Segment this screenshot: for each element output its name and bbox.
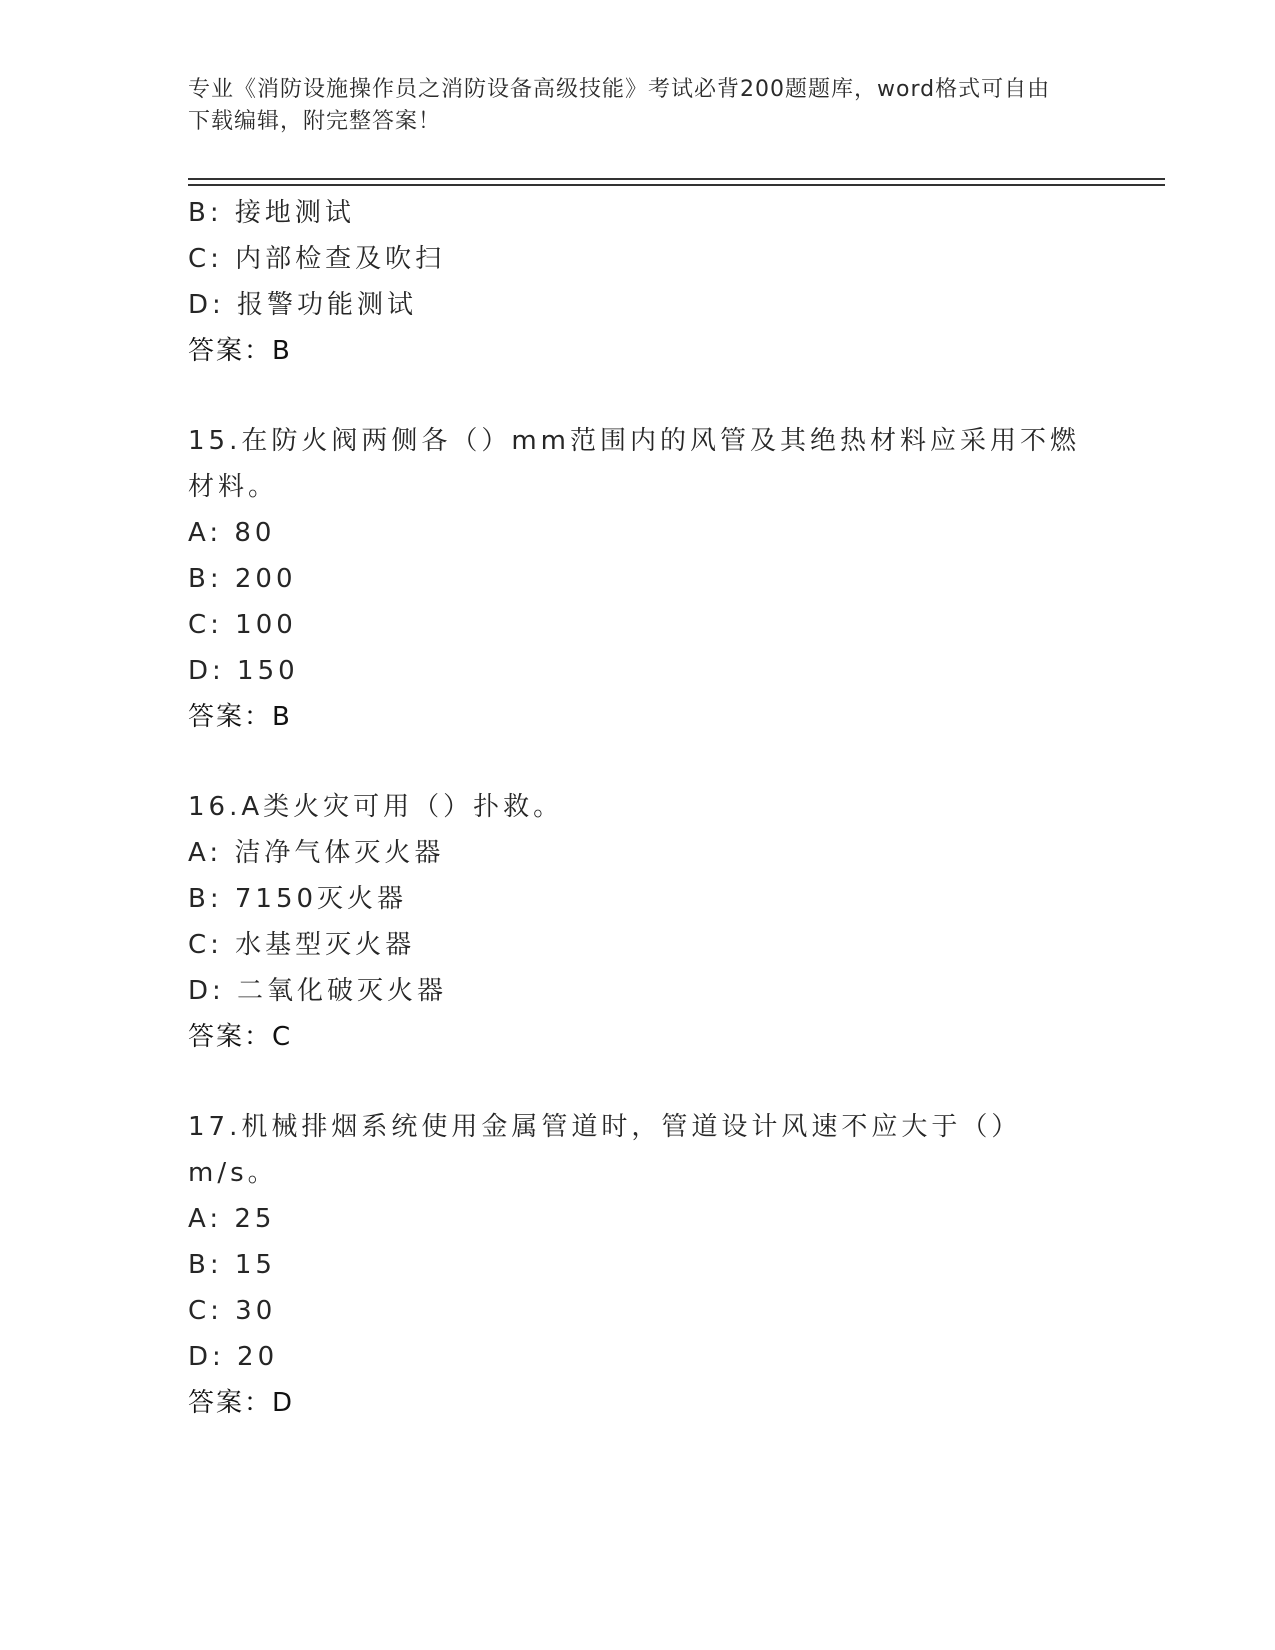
question-stem: 16.A类火灾可用（）扑救。: [188, 792, 564, 822]
option-c: C: 30: [188, 1296, 277, 1326]
question-stem: 17.机械排烟系统使用金属管道时，管道设计风速不应大于（）m/s。: [188, 1112, 1022, 1188]
option-d: D: 报警功能测试: [188, 290, 418, 320]
option-d: D: 20: [188, 1342, 279, 1372]
option-b: B: 7150灭火器: [188, 884, 408, 914]
question-block-14: [188, 190, 1118, 374]
spacer: [188, 1060, 1118, 1104]
option-c: C: 水基型灭火器: [188, 930, 416, 960]
option-b: B: 15: [188, 1250, 276, 1280]
answer-line: 答案：C: [188, 1022, 293, 1052]
option-c: C: 内部检查及吹扫: [188, 244, 446, 274]
document-title: 专业《消防设施操作员之消防设备高级技能》考试必背200题题库，word格式可自由下载编辑，附完整答案！: [188, 77, 1051, 134]
option-b: B: 接地测试: [188, 198, 355, 228]
answer-line: 答案：B: [188, 702, 292, 732]
option-a: A: 洁净气体灭火器: [188, 838, 445, 868]
option-d: D: 二氧化破灭火器: [188, 976, 448, 1006]
answer-line: 答案：D: [188, 1388, 295, 1418]
option-a: A: 80: [188, 518, 276, 548]
question-list: [188, 190, 1118, 1426]
header-divider-top: [188, 178, 1165, 180]
document-header: [188, 74, 1068, 138]
spacer: [188, 740, 1118, 784]
question-block-16: [188, 784, 1118, 1060]
spacer: [188, 374, 1118, 418]
option-c: C: 100: [188, 610, 297, 640]
question-block-17: [188, 1104, 1118, 1426]
option-d: D: 150: [188, 656, 299, 686]
option-b: B: 200: [188, 564, 297, 594]
question-stem: 15.在防火阀两侧各（）mm范围内的风管及其绝热材料应采用不燃材料。: [188, 426, 1081, 502]
header-divider-bottom: [188, 184, 1165, 186]
question-block-15: [188, 418, 1118, 740]
option-a: A: 25: [188, 1204, 276, 1234]
answer-line: 答案：B: [188, 336, 292, 366]
